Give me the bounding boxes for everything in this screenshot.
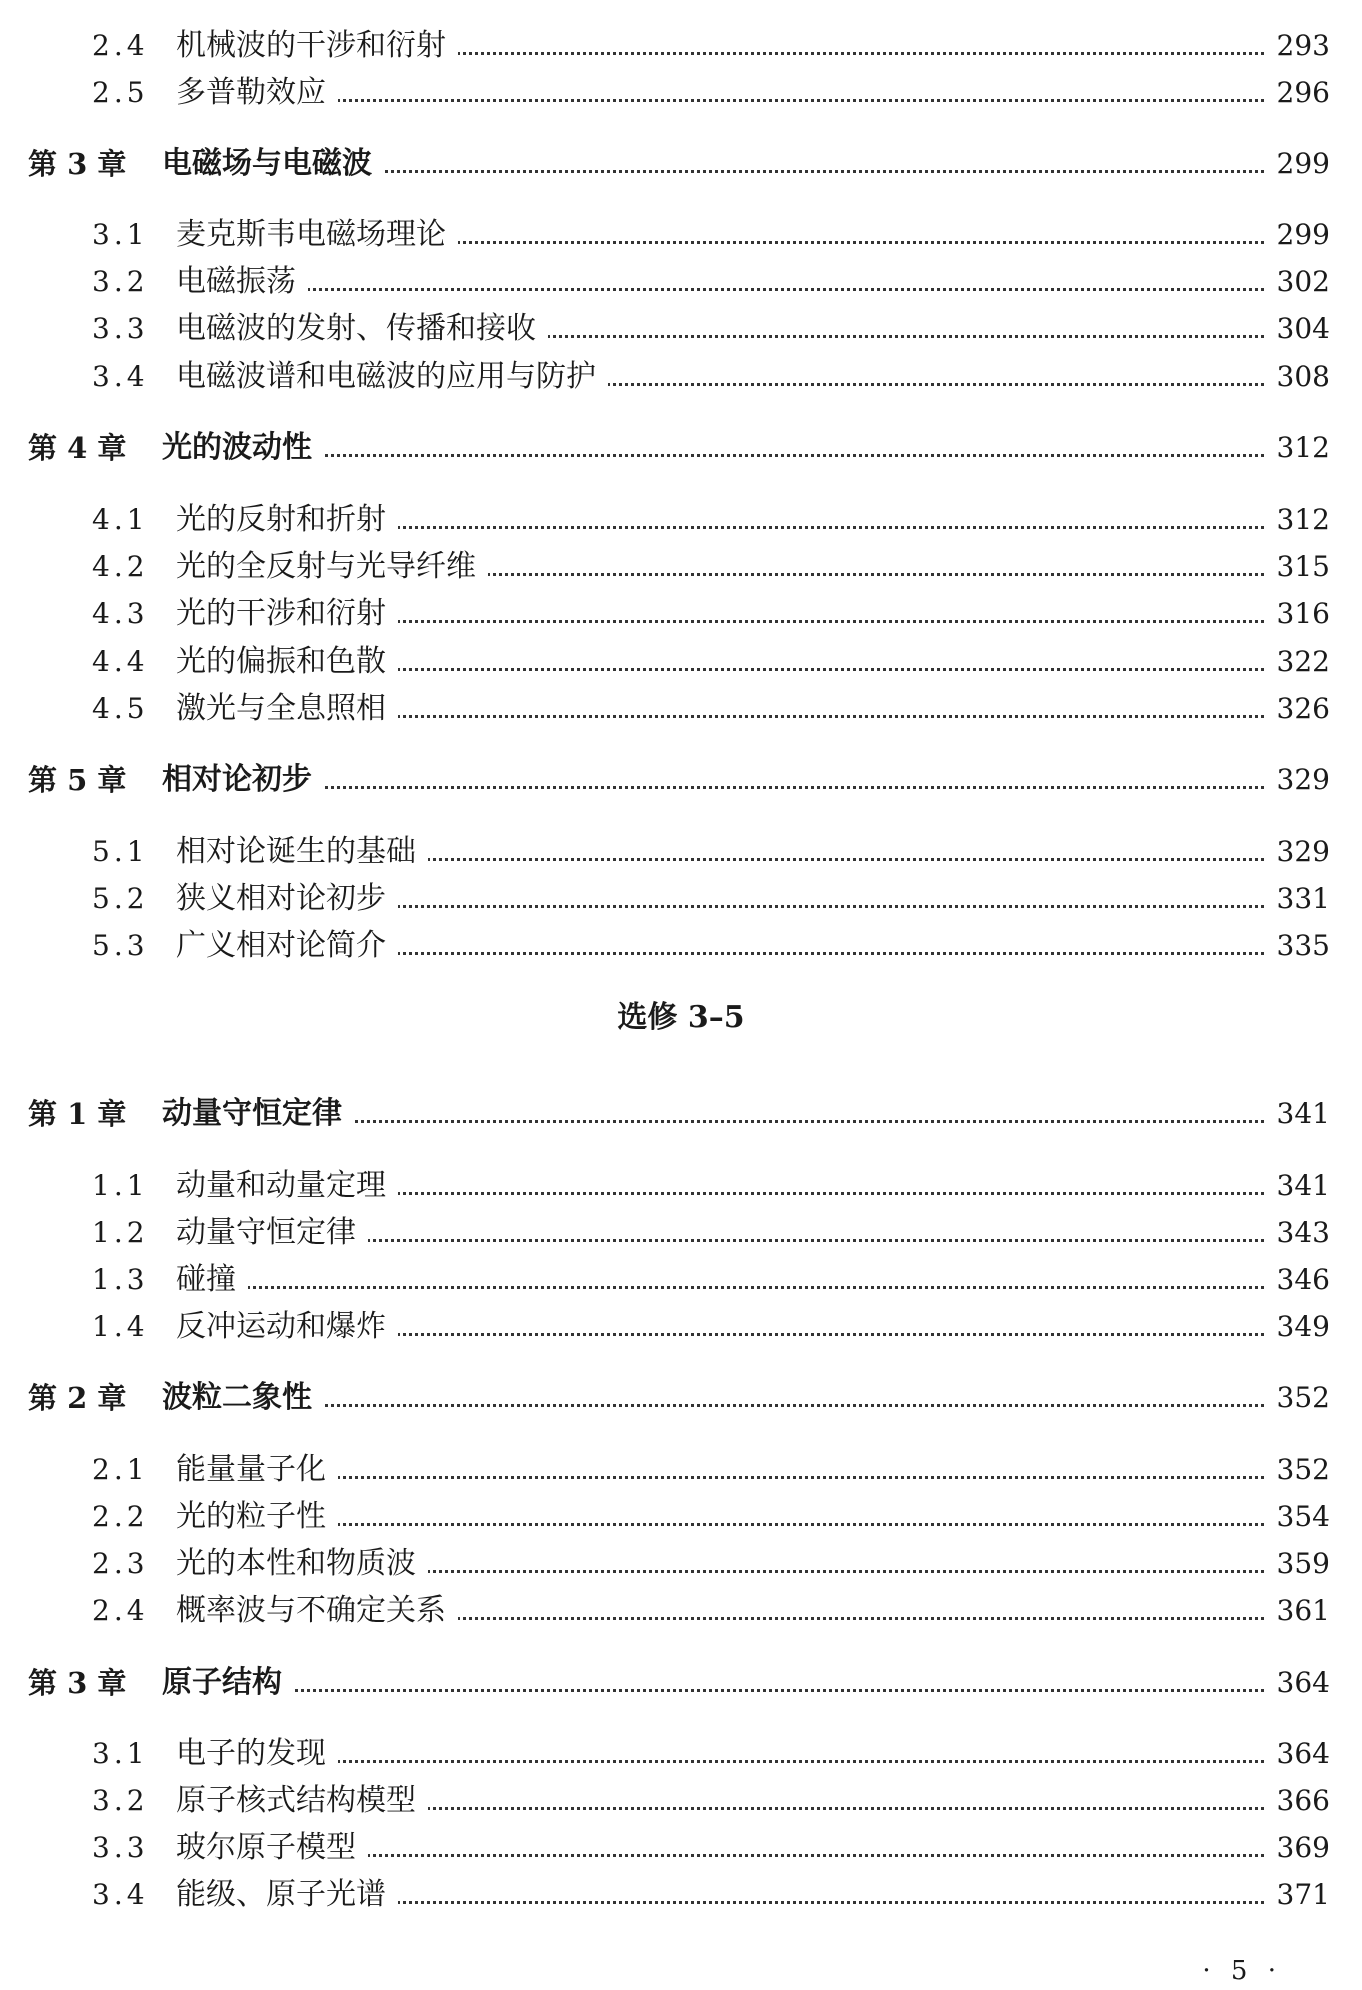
section-title: 玻尔原子模型 (176, 1828, 368, 1868)
toc-section-row[interactable] (0, 689, 1362, 729)
section-title: 广义相对论简介 (176, 926, 398, 966)
section-number: 2.4 (92, 1594, 149, 1627)
toc-chapter-row[interactable] (0, 428, 1362, 468)
section-title: 光的本性和物质波 (176, 1544, 428, 1584)
toc-section-row[interactable] (0, 879, 1362, 919)
toc-section-row[interactable] (0, 1307, 1362, 1347)
section-title: 能量量子化 (176, 1450, 338, 1490)
page-number: 304 (1267, 309, 1330, 349)
toc-chapter-row[interactable] (0, 760, 1362, 800)
dot-leader (176, 1286, 1330, 1289)
section-title: 概率波与不确定关系 (176, 1591, 458, 1631)
page-number: 329 (1267, 760, 1330, 800)
page-number: 341 (1267, 1166, 1330, 1206)
page-number: 369 (1267, 1828, 1330, 1868)
page-number: 359 (1267, 1544, 1330, 1584)
section-number: 1.3 (92, 1263, 149, 1296)
section-number: 2.5 (92, 76, 149, 109)
toc-section-row[interactable] (0, 594, 1362, 634)
toc-section-row[interactable] (0, 309, 1362, 349)
section-number: 4.2 (92, 550, 149, 583)
dot-leader (176, 99, 1330, 102)
dot-leader (162, 786, 1330, 789)
footer-page-number: · 5 · (1202, 1956, 1282, 1986)
page-number: 299 (1267, 144, 1330, 184)
section-number: 5.3 (92, 929, 149, 962)
page-number: 308 (1267, 357, 1330, 397)
toc-chapter-row[interactable] (0, 1663, 1362, 1703)
toc-section-row[interactable] (0, 1828, 1362, 1868)
page-number: 293 (1267, 26, 1330, 66)
page-number: 316 (1267, 594, 1330, 634)
toc-chapter-row[interactable] (0, 144, 1362, 184)
section-number: 3.2 (92, 265, 149, 298)
section-title: 光的干涉和衍射 (176, 594, 398, 634)
chapter-number: 第 4 章 (28, 431, 127, 465)
section-title: 相对论诞生的基础 (176, 832, 428, 872)
page-number: 343 (1267, 1213, 1330, 1253)
toc-section-row[interactable] (0, 1450, 1362, 1490)
page-number: 335 (1267, 926, 1330, 966)
page-number: 352 (1267, 1450, 1330, 1490)
chapter-title: 相对论初步 (162, 760, 324, 800)
section-number: 5.2 (92, 882, 149, 915)
section-number: 5.1 (92, 835, 149, 868)
page-number: 331 (1267, 879, 1330, 919)
dot-leader (176, 1476, 1330, 1479)
chapter-title: 动量守恒定律 (162, 1094, 354, 1134)
chapter-number: 第 2 章 (28, 1381, 127, 1415)
section-title: 激光与全息照相 (176, 689, 398, 729)
chapter-number: 第 1 章 (28, 1097, 127, 1131)
toc-section-row[interactable] (0, 73, 1362, 113)
section-title: 动量和动量定理 (176, 1166, 398, 1206)
section-number: 2.4 (92, 29, 149, 62)
page-number: 302 (1267, 262, 1330, 302)
section-title: 原子核式结构模型 (176, 1781, 428, 1821)
section-title: 能级、原子光谱 (176, 1875, 398, 1915)
section-title: 反冲运动和爆炸 (176, 1307, 398, 1347)
toc-section-row[interactable] (0, 1497, 1362, 1537)
chapter-number: 第 5 章 (28, 763, 127, 797)
dot-leader (176, 288, 1330, 291)
toc-chapter-row[interactable] (0, 1094, 1362, 1134)
section-number: 3.4 (92, 1878, 149, 1911)
section-number: 3.1 (92, 1737, 149, 1770)
section-number: 4.3 (92, 597, 149, 630)
toc-section-row[interactable] (0, 1591, 1362, 1631)
toc-section-row[interactable] (0, 357, 1362, 397)
toc-section-row[interactable] (0, 832, 1362, 872)
section-number: 1.2 (92, 1216, 149, 1249)
page-number: 371 (1267, 1875, 1330, 1915)
section-title: 电磁波谱和电磁波的应用与防护 (176, 357, 608, 397)
page-number: 322 (1267, 642, 1330, 682)
page-number: 326 (1267, 689, 1330, 729)
page-number: 349 (1267, 1307, 1330, 1347)
toc-section-row[interactable] (0, 1166, 1362, 1206)
section-title: 碰撞 (176, 1260, 248, 1300)
dot-leader (176, 1523, 1330, 1526)
chapter-title: 原子结构 (162, 1663, 294, 1703)
section-title: 光的全反射与光导纤维 (176, 547, 488, 587)
page-number: 361 (1267, 1591, 1330, 1631)
section-title: 电子的发现 (176, 1734, 338, 1774)
part-heading: 选修 3–5 (617, 1000, 745, 1035)
section-number: 1.4 (92, 1310, 149, 1343)
chapter-title: 波粒二象性 (162, 1378, 324, 1418)
section-number: 2.3 (92, 1547, 149, 1580)
toc-section-row[interactable] (0, 1544, 1362, 1584)
toc-section-row[interactable] (0, 1213, 1362, 1253)
section-title: 麦克斯韦电磁场理论 (176, 215, 458, 255)
page-number: 354 (1267, 1497, 1330, 1537)
section-number: 4.1 (92, 503, 149, 536)
section-number: 3.4 (92, 360, 149, 393)
section-title: 光的反射和折射 (176, 500, 398, 540)
section-title: 狭义相对论初步 (176, 879, 398, 919)
dot-leader (162, 1689, 1330, 1692)
section-title: 机械波的干涉和衍射 (176, 26, 458, 66)
section-title: 电磁振荡 (176, 262, 308, 302)
page-number: 341 (1267, 1094, 1330, 1134)
chapter-title: 光的波动性 (162, 428, 324, 468)
section-number: 1.1 (92, 1169, 149, 1202)
section-number: 2.2 (92, 1500, 149, 1533)
section-number: 3.3 (92, 1831, 149, 1864)
dot-leader (162, 454, 1330, 457)
section-number: 2.1 (92, 1453, 149, 1486)
toc-section-row[interactable] (0, 1260, 1362, 1300)
toc-section-row[interactable] (0, 215, 1362, 255)
section-number: 4.5 (92, 692, 149, 725)
toc-section-row[interactable] (0, 26, 1362, 66)
page-number: 364 (1267, 1663, 1330, 1703)
section-title: 光的粒子性 (176, 1497, 338, 1537)
toc-section-row[interactable] (0, 262, 1362, 302)
toc-section-row[interactable] (0, 642, 1362, 682)
section-number: 3.2 (92, 1784, 149, 1817)
page-number: 346 (1267, 1260, 1330, 1300)
section-title: 动量守恒定律 (176, 1213, 368, 1253)
page-number: 312 (1267, 500, 1330, 540)
toc-section-row[interactable] (0, 547, 1362, 587)
chapter-number: 第 3 章 (28, 1666, 127, 1700)
chapter-title: 电磁场与电磁波 (162, 144, 384, 184)
page-number: 364 (1267, 1734, 1330, 1774)
toc-section-row[interactable] (0, 1781, 1362, 1821)
section-title: 电磁波的发射、传播和接收 (176, 309, 548, 349)
section-number: 3.3 (92, 312, 149, 345)
dot-leader (176, 1760, 1330, 1763)
page-number: 329 (1267, 832, 1330, 872)
toc-section-row[interactable] (0, 1875, 1362, 1915)
page-number: 352 (1267, 1378, 1330, 1418)
toc-section-row[interactable] (0, 926, 1362, 966)
dot-leader (162, 1404, 1330, 1407)
page-number: 299 (1267, 215, 1330, 255)
chapter-number: 第 3 章 (28, 147, 127, 181)
section-title: 多普勒效应 (176, 73, 338, 113)
section-number: 3.1 (92, 218, 149, 251)
toc-section-row[interactable] (0, 1734, 1362, 1774)
page-number: 315 (1267, 547, 1330, 587)
section-title: 光的偏振和色散 (176, 642, 398, 682)
page-number: 296 (1267, 73, 1330, 113)
toc-chapter-row[interactable] (0, 1378, 1362, 1418)
page-number: 312 (1267, 428, 1330, 468)
page-number: 366 (1267, 1781, 1330, 1821)
section-number: 4.4 (92, 645, 149, 678)
toc-section-row[interactable] (0, 500, 1362, 540)
